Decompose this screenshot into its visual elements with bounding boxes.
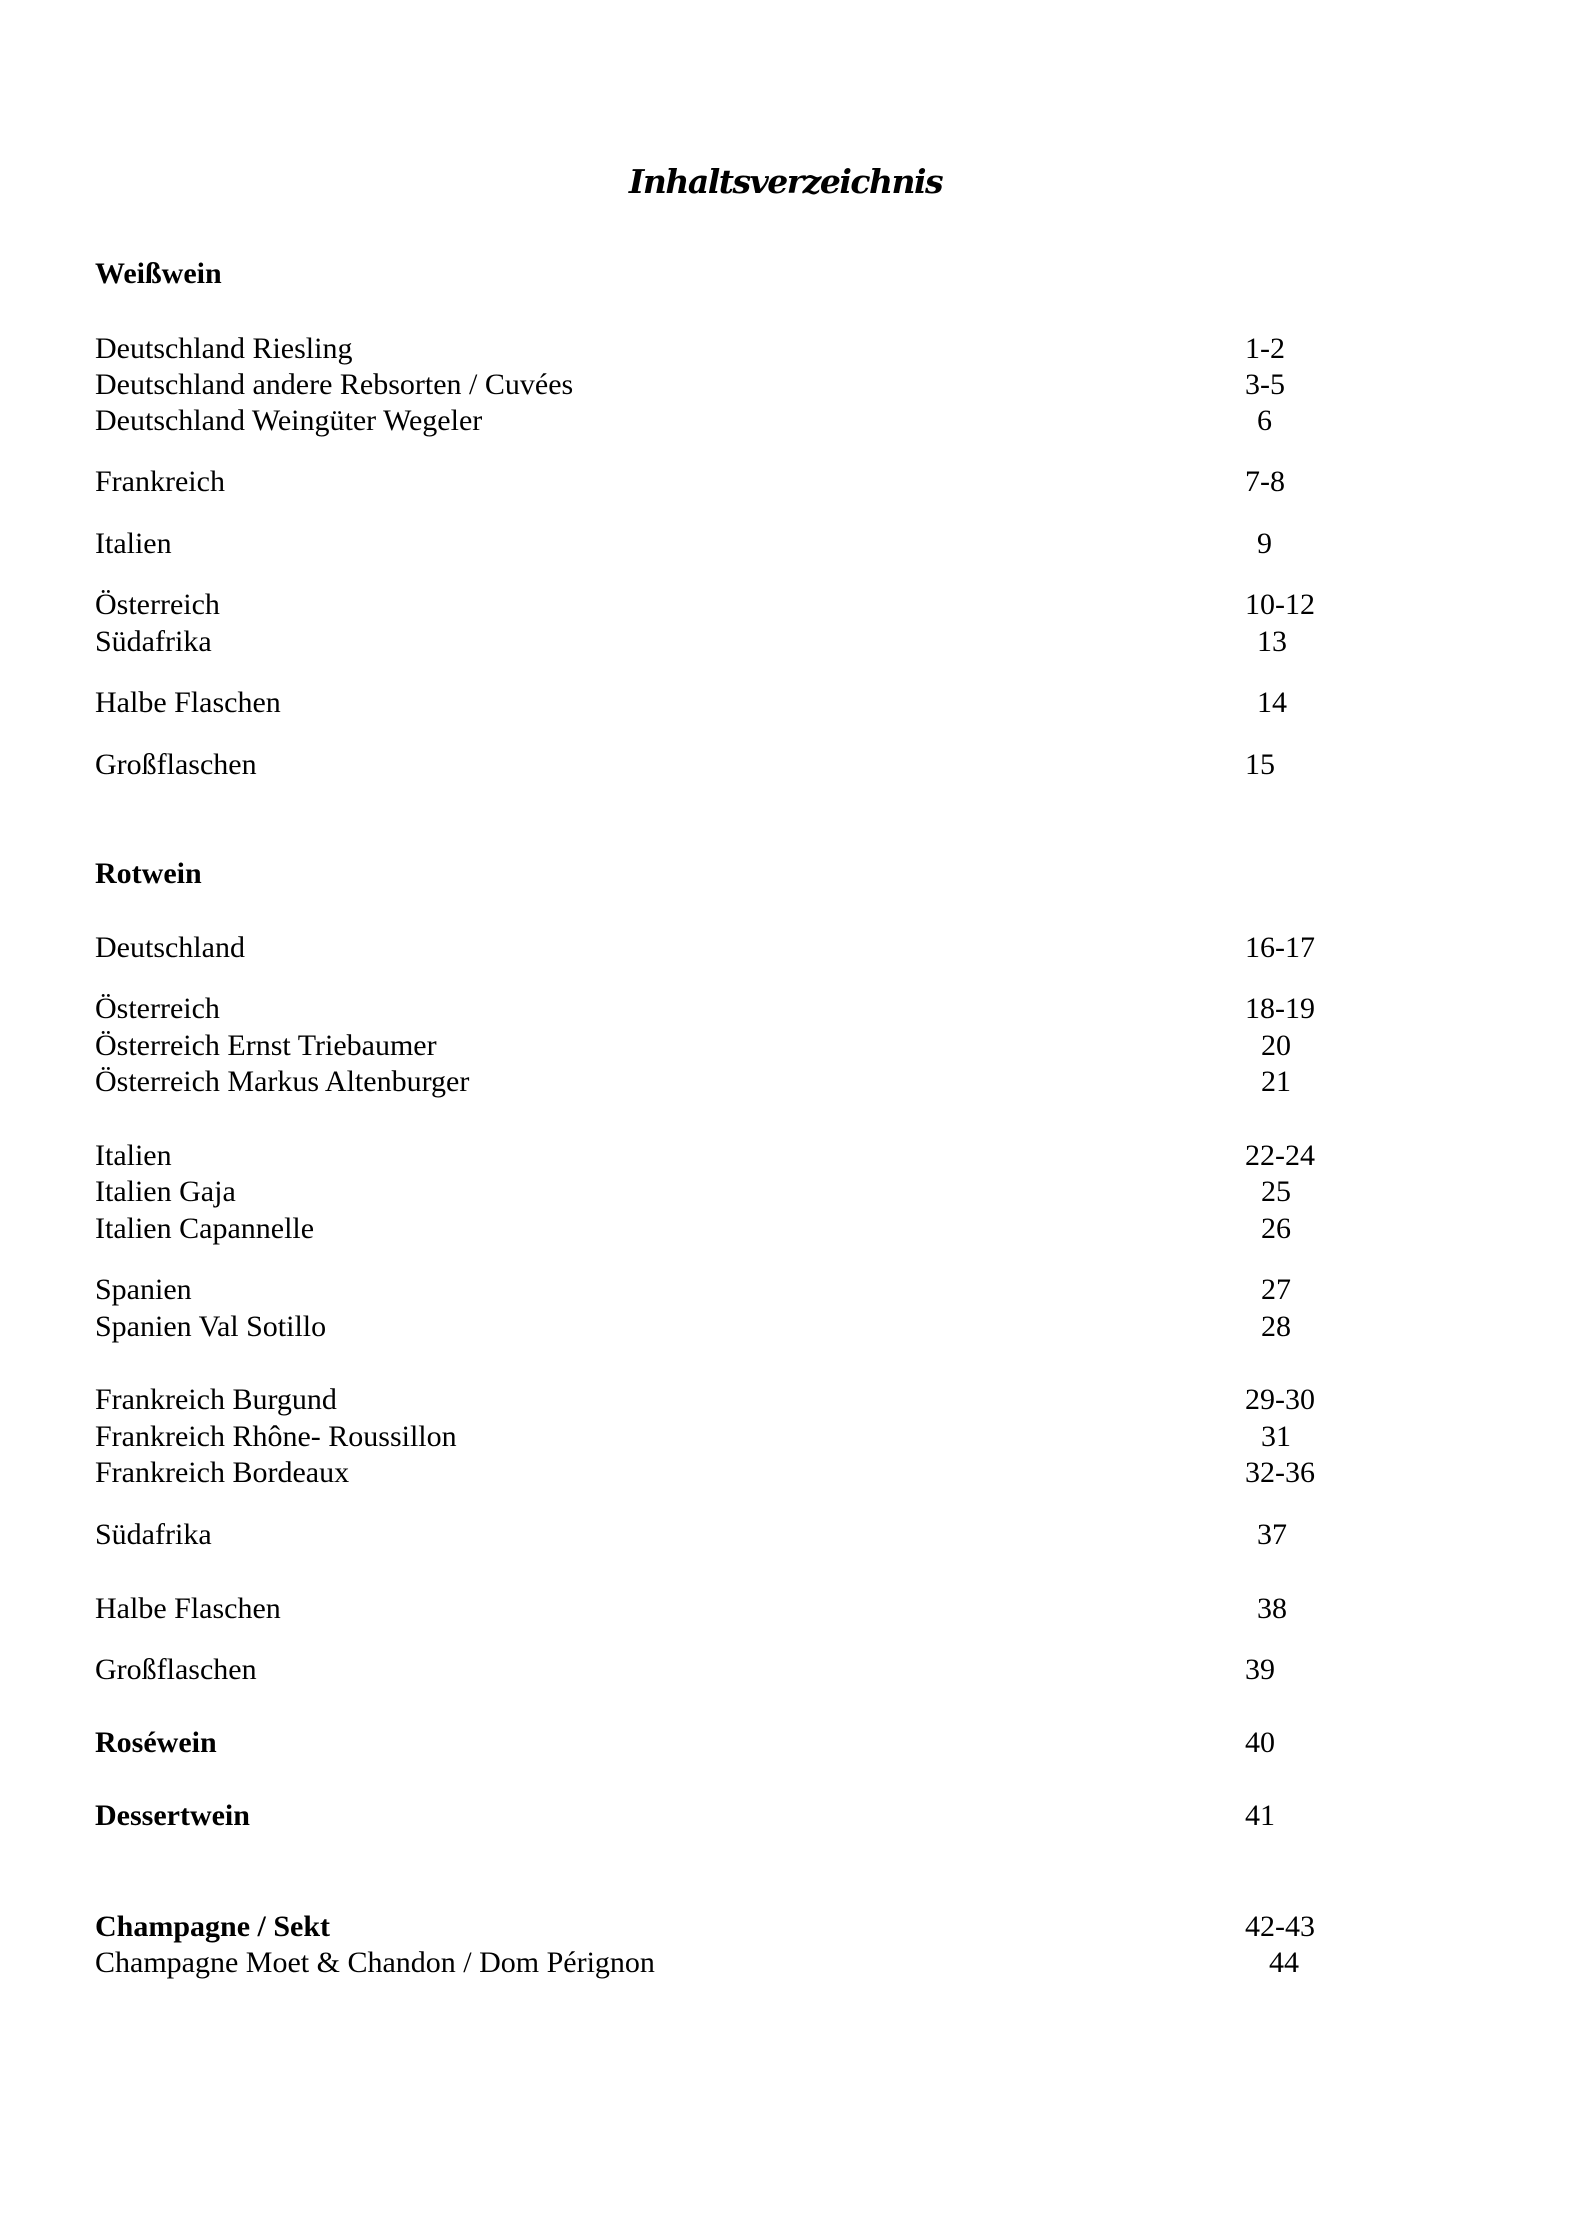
toc-section-heading — [95, 256, 1395, 292]
toc-page: 9 — [1257, 527, 1272, 560]
toc-page: 14 — [1257, 686, 1287, 719]
toc-page: 26 — [1261, 1212, 1291, 1245]
toc-label: Champagne Moet & Chandon / Dom Pérignon — [95, 1946, 655, 1979]
page-title: Inhaltsverzeichnis — [628, 162, 943, 201]
toc-entry[interactable] — [95, 1028, 1395, 1064]
toc-label: Spanien Val Sotillo — [95, 1310, 327, 1343]
toc-entry[interactable] — [95, 1382, 1395, 1418]
toc-label: Südafrika — [95, 1518, 212, 1551]
toc-entry[interactable] — [95, 747, 1395, 783]
toc-page: 22-24 — [1245, 1139, 1315, 1172]
toc-label: Frankreich Burgund — [95, 1383, 337, 1416]
toc-entry[interactable] — [95, 685, 1395, 721]
toc-page: 29-30 — [1245, 1383, 1315, 1416]
toc-entry[interactable] — [95, 403, 1395, 439]
toc-label: Österreich Ernst Triebaumer — [95, 1029, 437, 1062]
toc-entry[interactable] — [95, 526, 1395, 562]
toc-section-heading — [95, 856, 1395, 892]
toc-page: 13 — [1257, 625, 1287, 658]
toc-label: Italien Gaja — [95, 1175, 236, 1208]
toc-page: 31 — [1261, 1420, 1291, 1453]
toc-entry[interactable] — [95, 1945, 1395, 1981]
toc-entry[interactable] — [95, 587, 1395, 623]
toc-label: Österreich — [95, 588, 220, 621]
toc-entry[interactable] — [95, 1652, 1395, 1688]
toc-page: 42-43 — [1245, 1910, 1315, 1943]
toc-page: 38 — [1257, 1592, 1287, 1625]
toc-page: 21 — [1261, 1065, 1291, 1098]
toc-page: 27 — [1261, 1273, 1291, 1306]
toc-label: Italien — [95, 527, 172, 560]
toc-entry[interactable] — [95, 1517, 1395, 1553]
toc-entry[interactable] — [95, 1309, 1395, 1345]
toc-label: Deutschland Weingüter Wegeler — [95, 404, 483, 437]
toc-label: Champagne / Sekt — [95, 1910, 331, 1943]
toc-page: 39 — [1245, 1653, 1275, 1686]
toc-label: Rotwein — [95, 857, 202, 890]
toc-entry[interactable] — [95, 1591, 1395, 1627]
toc-page: 20 — [1261, 1029, 1291, 1062]
toc-entry[interactable] — [95, 1455, 1395, 1491]
toc-label: Spanien — [95, 1273, 192, 1306]
toc-page: 32-36 — [1245, 1456, 1315, 1489]
toc-page: 41 — [1245, 1799, 1275, 1832]
toc-section-heading[interactable] — [95, 1725, 1395, 1761]
toc-page: 16-17 — [1245, 931, 1315, 964]
toc-label: Dessertwein — [95, 1799, 250, 1832]
toc-label: Halbe Flaschen — [95, 1592, 281, 1625]
toc-page: 1-2 — [1245, 332, 1285, 365]
toc-entry[interactable] — [95, 1064, 1395, 1100]
toc-label: Großflaschen — [95, 1653, 257, 1686]
toc-entry[interactable] — [95, 1419, 1395, 1455]
toc-label: Österreich Markus Altenburger — [95, 1065, 470, 1098]
toc-page: 40 — [1245, 1726, 1275, 1759]
toc-entry[interactable] — [95, 1174, 1395, 1210]
toc-label: Italien — [95, 1139, 172, 1172]
toc-section-heading[interactable] — [95, 1909, 1395, 1945]
toc-entry[interactable] — [95, 464, 1395, 500]
toc-label: Österreich — [95, 992, 220, 1025]
toc-page: 15 — [1245, 748, 1275, 781]
toc-page: 37 — [1257, 1518, 1287, 1551]
toc-entry[interactable] — [95, 1272, 1395, 1308]
toc-page: 10-12 — [1245, 588, 1315, 621]
toc-label: Frankreich Rhône- Roussillon — [95, 1420, 457, 1453]
toc-entry[interactable] — [95, 991, 1395, 1027]
toc-label: Deutschland Riesling — [95, 332, 353, 365]
toc-label: Weißwein — [95, 257, 222, 290]
toc-entry[interactable] — [95, 930, 1395, 966]
toc-label: Großflaschen — [95, 748, 257, 781]
toc-page: 7-8 — [1245, 465, 1285, 498]
toc-label: Frankreich Bordeaux — [95, 1456, 350, 1489]
toc-page: 18-19 — [1245, 992, 1315, 1025]
toc-page: 44 — [1269, 1946, 1299, 1979]
toc-label: Roséwein — [95, 1726, 217, 1759]
toc-entry[interactable] — [95, 331, 1395, 367]
toc-entry[interactable] — [95, 1211, 1395, 1247]
toc-entry[interactable] — [95, 624, 1395, 660]
toc-page: 25 — [1261, 1175, 1291, 1208]
toc-entry[interactable] — [95, 1138, 1395, 1174]
toc-section-heading[interactable] — [95, 1798, 1395, 1834]
toc-label: Deutschland — [95, 931, 245, 964]
toc-page: 3-5 — [1245, 368, 1285, 401]
toc-label: Frankreich — [95, 465, 225, 498]
toc-page: 28 — [1261, 1310, 1291, 1343]
toc-label: Italien Capannelle — [95, 1212, 315, 1245]
toc-page: 6 — [1257, 404, 1272, 437]
toc-label: Halbe Flaschen — [95, 686, 281, 719]
toc-label: Südafrika — [95, 625, 212, 658]
toc-label: Deutschland andere Rebsorten / Cuvées — [95, 368, 574, 401]
toc-entry[interactable] — [95, 367, 1395, 403]
